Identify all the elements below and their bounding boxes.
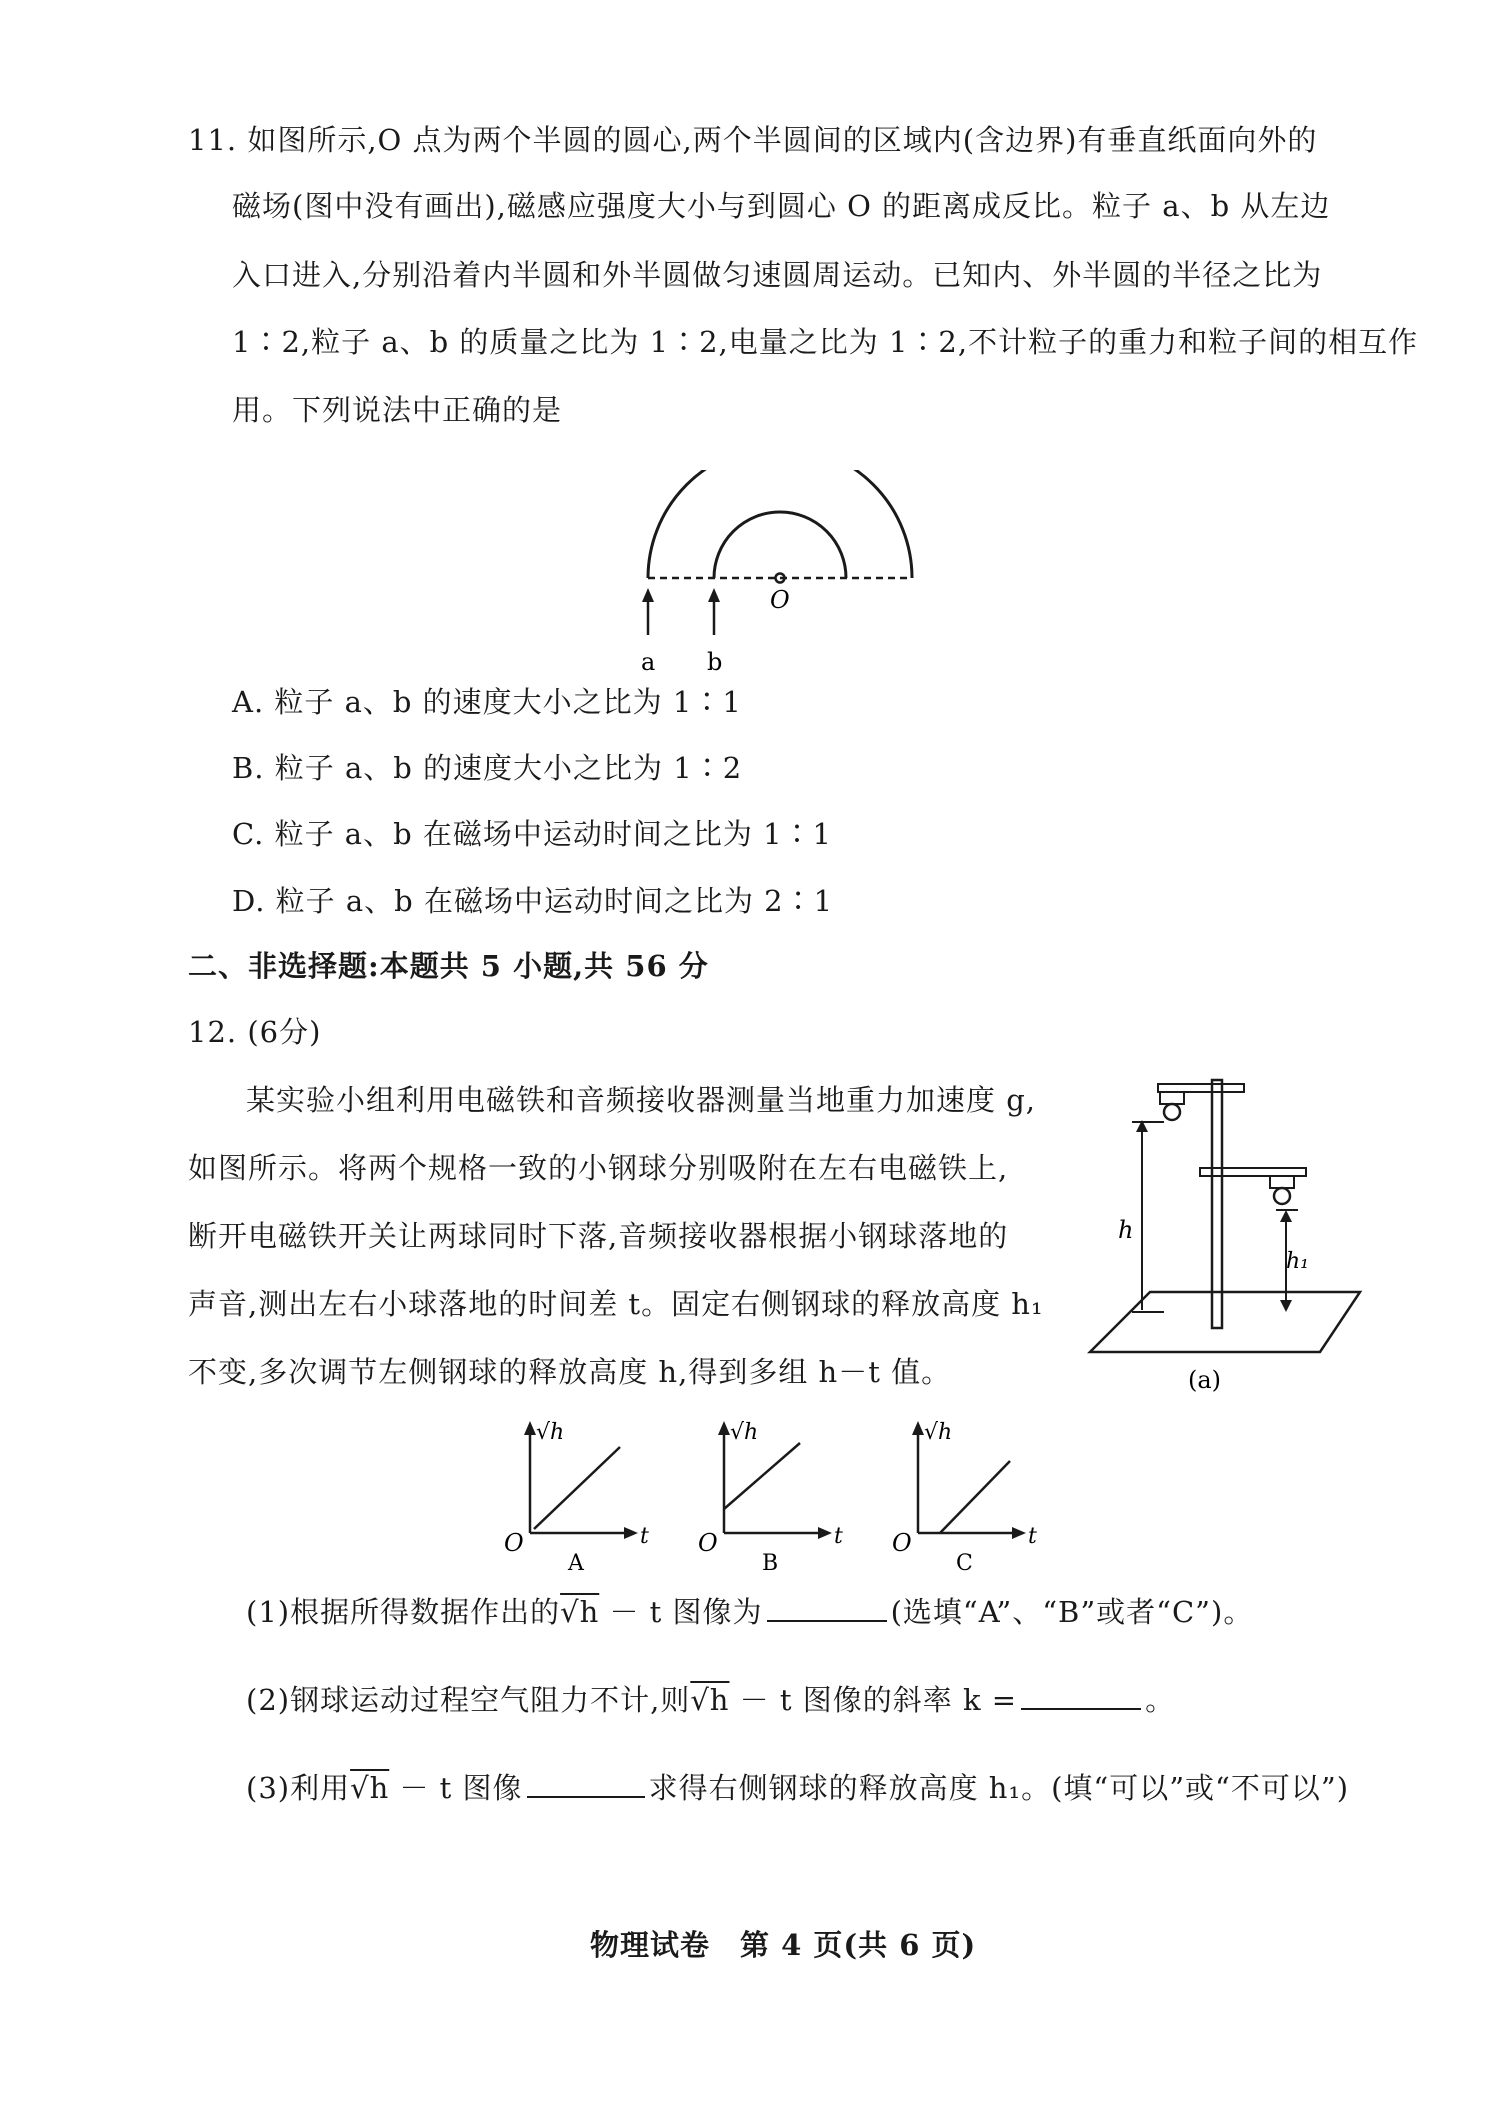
q11-line-3: 入口进入,分别沿着内半圆和外半圆做匀速圆周运动。已知内、外半圆的半径之比为 — [232, 258, 1323, 292]
arrow-a-head — [642, 588, 654, 602]
graph-a-origin: O — [504, 1529, 524, 1557]
q12-sub-1-blank[interactable] — [767, 1592, 887, 1622]
q11-line-1: 11. 如图所示,O 点为两个半圆的圆心,两个半圆间的区域内(含边界)有垂直纸面向外的 — [188, 123, 1318, 157]
h1-arrow-bottom — [1280, 1300, 1292, 1312]
right-electromagnet — [1270, 1176, 1294, 1188]
graph-a-caption: A — [568, 1551, 584, 1575]
q12-line-3: 断开电磁铁开关让两球同时下落,音频接收器根据小钢球落地的 — [188, 1219, 1009, 1253]
label-a: a — [641, 648, 656, 676]
graph-a-xlabel: t — [640, 1524, 649, 1549]
q12-sub-3-suffix: 求得右侧钢球的释放高度 h₁。(填“可以”或“不可以”) — [648, 1771, 1350, 1805]
graph-b-x-arrow — [818, 1527, 832, 1539]
q11-semicircle-figure — [620, 470, 940, 680]
q11-line-5: 用。下列说法中正确的是 — [232, 393, 563, 427]
q11-option-b: B. 粒子 a、b 的速度大小之比为 1∶2 — [232, 751, 743, 785]
q12-sub-1-suffix: (选填“A”、“B”或者“C”)。 — [890, 1595, 1254, 1629]
label-b: b — [707, 648, 723, 676]
left-electromagnet — [1160, 1092, 1184, 1104]
q11-option-d: D. 粒子 a、b 在磁场中运动时间之比为 2∶1 — [232, 884, 834, 918]
label-h: h — [1118, 1216, 1134, 1244]
graph-b-origin: O — [698, 1529, 718, 1557]
graph-a-x-arrow — [624, 1527, 638, 1539]
h1-arrow-top — [1280, 1210, 1292, 1222]
q12-sub-3-sqrt: √h — [350, 1771, 390, 1805]
graph-c-ylabel: √h — [924, 1420, 953, 1445]
graph-a — [504, 1420, 649, 1575]
ground-plane — [1090, 1292, 1360, 1352]
graph-b — [698, 1420, 843, 1575]
graph-a-ylabel: √h — [536, 1420, 565, 1445]
left-steel-ball — [1164, 1104, 1180, 1120]
q12-sub-2-suffix: 。 — [1145, 1683, 1176, 1717]
q12-sub-3-prefix: (3)利用 — [246, 1771, 351, 1805]
graph-b-xlabel: t — [834, 1524, 843, 1549]
q12-line-5: 不变,多次调节左侧钢球的释放高度 h,得到多组 h－t 值。 — [188, 1355, 952, 1389]
q12-line-1: 某实验小组利用电磁铁和音频接收器测量当地重力加速度 g, — [246, 1083, 1037, 1117]
q11-option-a: A. 粒子 a、b 的速度大小之比为 1∶1 — [232, 685, 742, 719]
q11-option-c: C. 粒子 a、b 在磁场中运动时间之比为 1∶1 — [232, 817, 833, 851]
q12-graphs — [480, 1405, 1060, 1575]
q12-sub-3 — [246, 1768, 1349, 1808]
section-2-title: 二、非选择题:本题共 5 小题,共 56 分 — [188, 949, 709, 983]
q12-apparatus-figure — [1080, 1060, 1370, 1400]
q12-sub-1-prefix: (1)根据所得数据作出的 — [246, 1595, 561, 1629]
q12-sub-3-mid: － t 图像 — [389, 1771, 523, 1805]
graph-b-caption: B — [762, 1551, 779, 1575]
outer-semicircle — [648, 470, 912, 578]
graph-c-data-line — [940, 1461, 1010, 1533]
graph-b-y-arrow — [718, 1421, 730, 1435]
label-o: O — [770, 586, 790, 614]
label-h1: h₁ — [1286, 1249, 1309, 1274]
q12-sub-2-prefix: (2)钢球运动过程空气阻力不计,则 — [246, 1683, 691, 1717]
figure-a-caption: (a) — [1188, 1366, 1222, 1394]
graph-b-data-line — [724, 1443, 800, 1509]
q12-sub-1-mid: － t 图像为 — [599, 1595, 763, 1629]
q12-header: 12. (6分) — [188, 1015, 322, 1049]
q12-sub-2-sqrt: √h — [690, 1683, 730, 1717]
q12-line-2: 如图所示。将两个规格一致的小钢球分别吸附在左右电磁铁上, — [188, 1151, 1009, 1185]
upper-arm — [1158, 1084, 1244, 1092]
inner-semicircle — [714, 512, 846, 578]
graph-a-y-arrow — [524, 1421, 536, 1435]
page-footer: 物理试卷 第 4 页(共 6 页) — [590, 1928, 977, 1962]
q11-line-2: 磁场(图中没有画出),磁感应强度大小与到圆心 O 的距离成反比。粒子 a、b 从左边 — [232, 189, 1331, 223]
graph-c-y-arrow — [912, 1421, 924, 1435]
graph-c — [892, 1420, 1037, 1575]
q11-line-4: 1∶2,粒子 a、b 的质量之比为 1∶2,电量之比为 1∶2,不计粒子的重力和粒子间的相互作 — [232, 325, 1419, 359]
q12-sub-2-mid: － t 图像的斜率 k = — [729, 1683, 1018, 1717]
graph-c-xlabel: t — [1028, 1524, 1037, 1549]
graph-a-data-line — [534, 1447, 620, 1529]
graph-c-origin: O — [892, 1529, 912, 1557]
q12-sub-3-blank[interactable] — [527, 1768, 645, 1798]
q12-line-4: 声音,测出左右小球落地的时间差 t。固定右侧钢球的释放高度 h₁ — [188, 1287, 1044, 1321]
q12-sub-2-blank[interactable] — [1021, 1680, 1141, 1710]
right-steel-ball — [1274, 1188, 1290, 1204]
graph-c-x-arrow — [1012, 1527, 1026, 1539]
q12-sub-1 — [246, 1592, 1253, 1632]
graph-c-caption: C — [956, 1551, 973, 1575]
graph-b-ylabel: √h — [730, 1420, 759, 1445]
lower-arm — [1200, 1168, 1306, 1176]
q12-sub-1-sqrt: √h — [560, 1595, 600, 1629]
q12-sub-2 — [246, 1680, 1175, 1720]
arrow-b-head — [708, 588, 720, 602]
